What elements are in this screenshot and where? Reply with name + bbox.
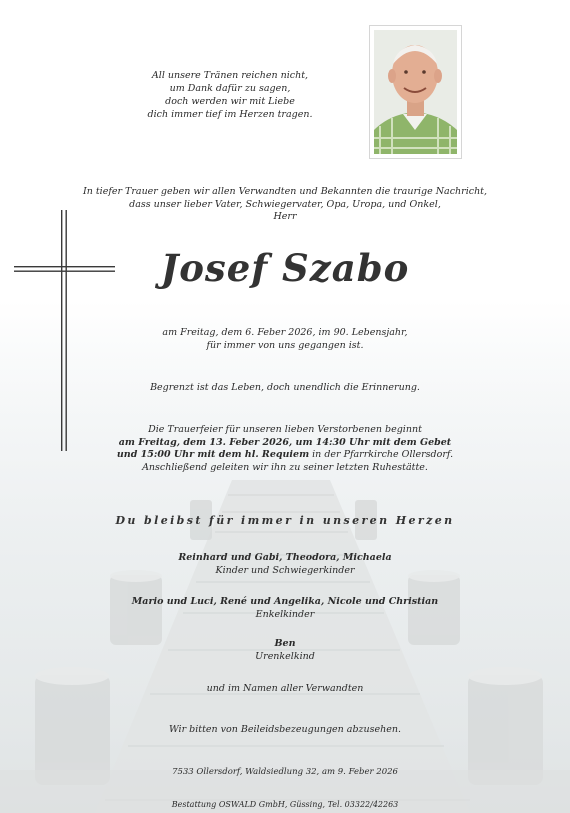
ceremony-details — [0, 424, 570, 474]
ceremony-line: Anschließend geleiten wir ihn zu seiner letzten Ruhestätte. — [142, 461, 428, 473]
mourner-names: Mario und Luci, René und Angelika, Nicole und Christian — [131, 596, 439, 607]
mourner-group — [0, 596, 570, 621]
mourner-group — [0, 638, 570, 663]
announcement-line: In tiefer Trauer geben wir allen Verwandten und Bekannten die traurige Nachricht, — [82, 186, 488, 197]
poem-line: um Dank dafür zu sagen, — [169, 83, 291, 94]
mourner-group — [0, 552, 570, 577]
memorial-quote — [0, 382, 570, 395]
condolence-note: Wir bitten von Beileidsbezeugungen abzusehen. — [168, 724, 402, 735]
death-notice-line: für immer von uns gegangen ist. — [206, 339, 364, 351]
death-notice-line: am Freitag, dem 6. Feber 2026, im 90. Lebensjahr, — [162, 327, 408, 338]
mourner-relation: Kinder und Schwiegerkinder — [215, 564, 355, 576]
undertaker-line: Bestattung OSWALD GmbH, Güssing, Tel. 03322/42263 — [171, 800, 399, 809]
announcement — [0, 186, 570, 224]
deceased-name: Josef Szabo — [160, 246, 410, 290]
ceremony-line — [0, 449, 570, 462]
poem — [115, 69, 345, 121]
ceremony-line: Die Trauerfeier für unseren lieben Verstorbenen beginnt — [148, 424, 422, 435]
poem-line: All unsere Tränen reichen nicht, — [151, 70, 309, 81]
ceremony-location: in der Pfarrkirche Ollersdorf. — [309, 449, 454, 460]
portrait-image — [370, 26, 461, 158]
mourner-names: Ben — [274, 638, 296, 649]
address-line: 7533 Ollersdorf, Waldsiedlung 32, am 9. Feber 2026 — [172, 767, 398, 777]
relatives-line: und im Namen aller Verwandten — [206, 683, 364, 694]
poem-line: doch werden wir mit Liebe — [165, 96, 295, 107]
mourner-relation: Urenkelkind — [255, 650, 315, 662]
death-notice — [0, 327, 570, 352]
mourner-relation: Enkelkinder — [255, 608, 315, 620]
quote-line: Begrenzt ist das Leben, doch unendlich die Erinnerung. — [150, 382, 420, 393]
portrait-photo — [369, 25, 462, 159]
mourner-names: Reinhard und Gabi, Theodora, Michaela — [178, 552, 392, 563]
motto: Du bleibst für immer in unseren Herzen — [115, 514, 455, 527]
announcement-line: Herr — [273, 211, 297, 222]
poem-line: dich immer tief im Herzen tragen. — [147, 109, 313, 120]
ceremony-line-bold: am Freitag, dem 13. Feber 2026, um 14:30 Uhr mit dem Gebet — [118, 436, 452, 448]
announcement-line: dass unser lieber Vater, Schwiegervater, Opa, Uropa, und Onkel, — [129, 198, 441, 210]
ceremony-requiem-time: und 15:00 Uhr mit dem hl. Requiem — [116, 449, 310, 460]
